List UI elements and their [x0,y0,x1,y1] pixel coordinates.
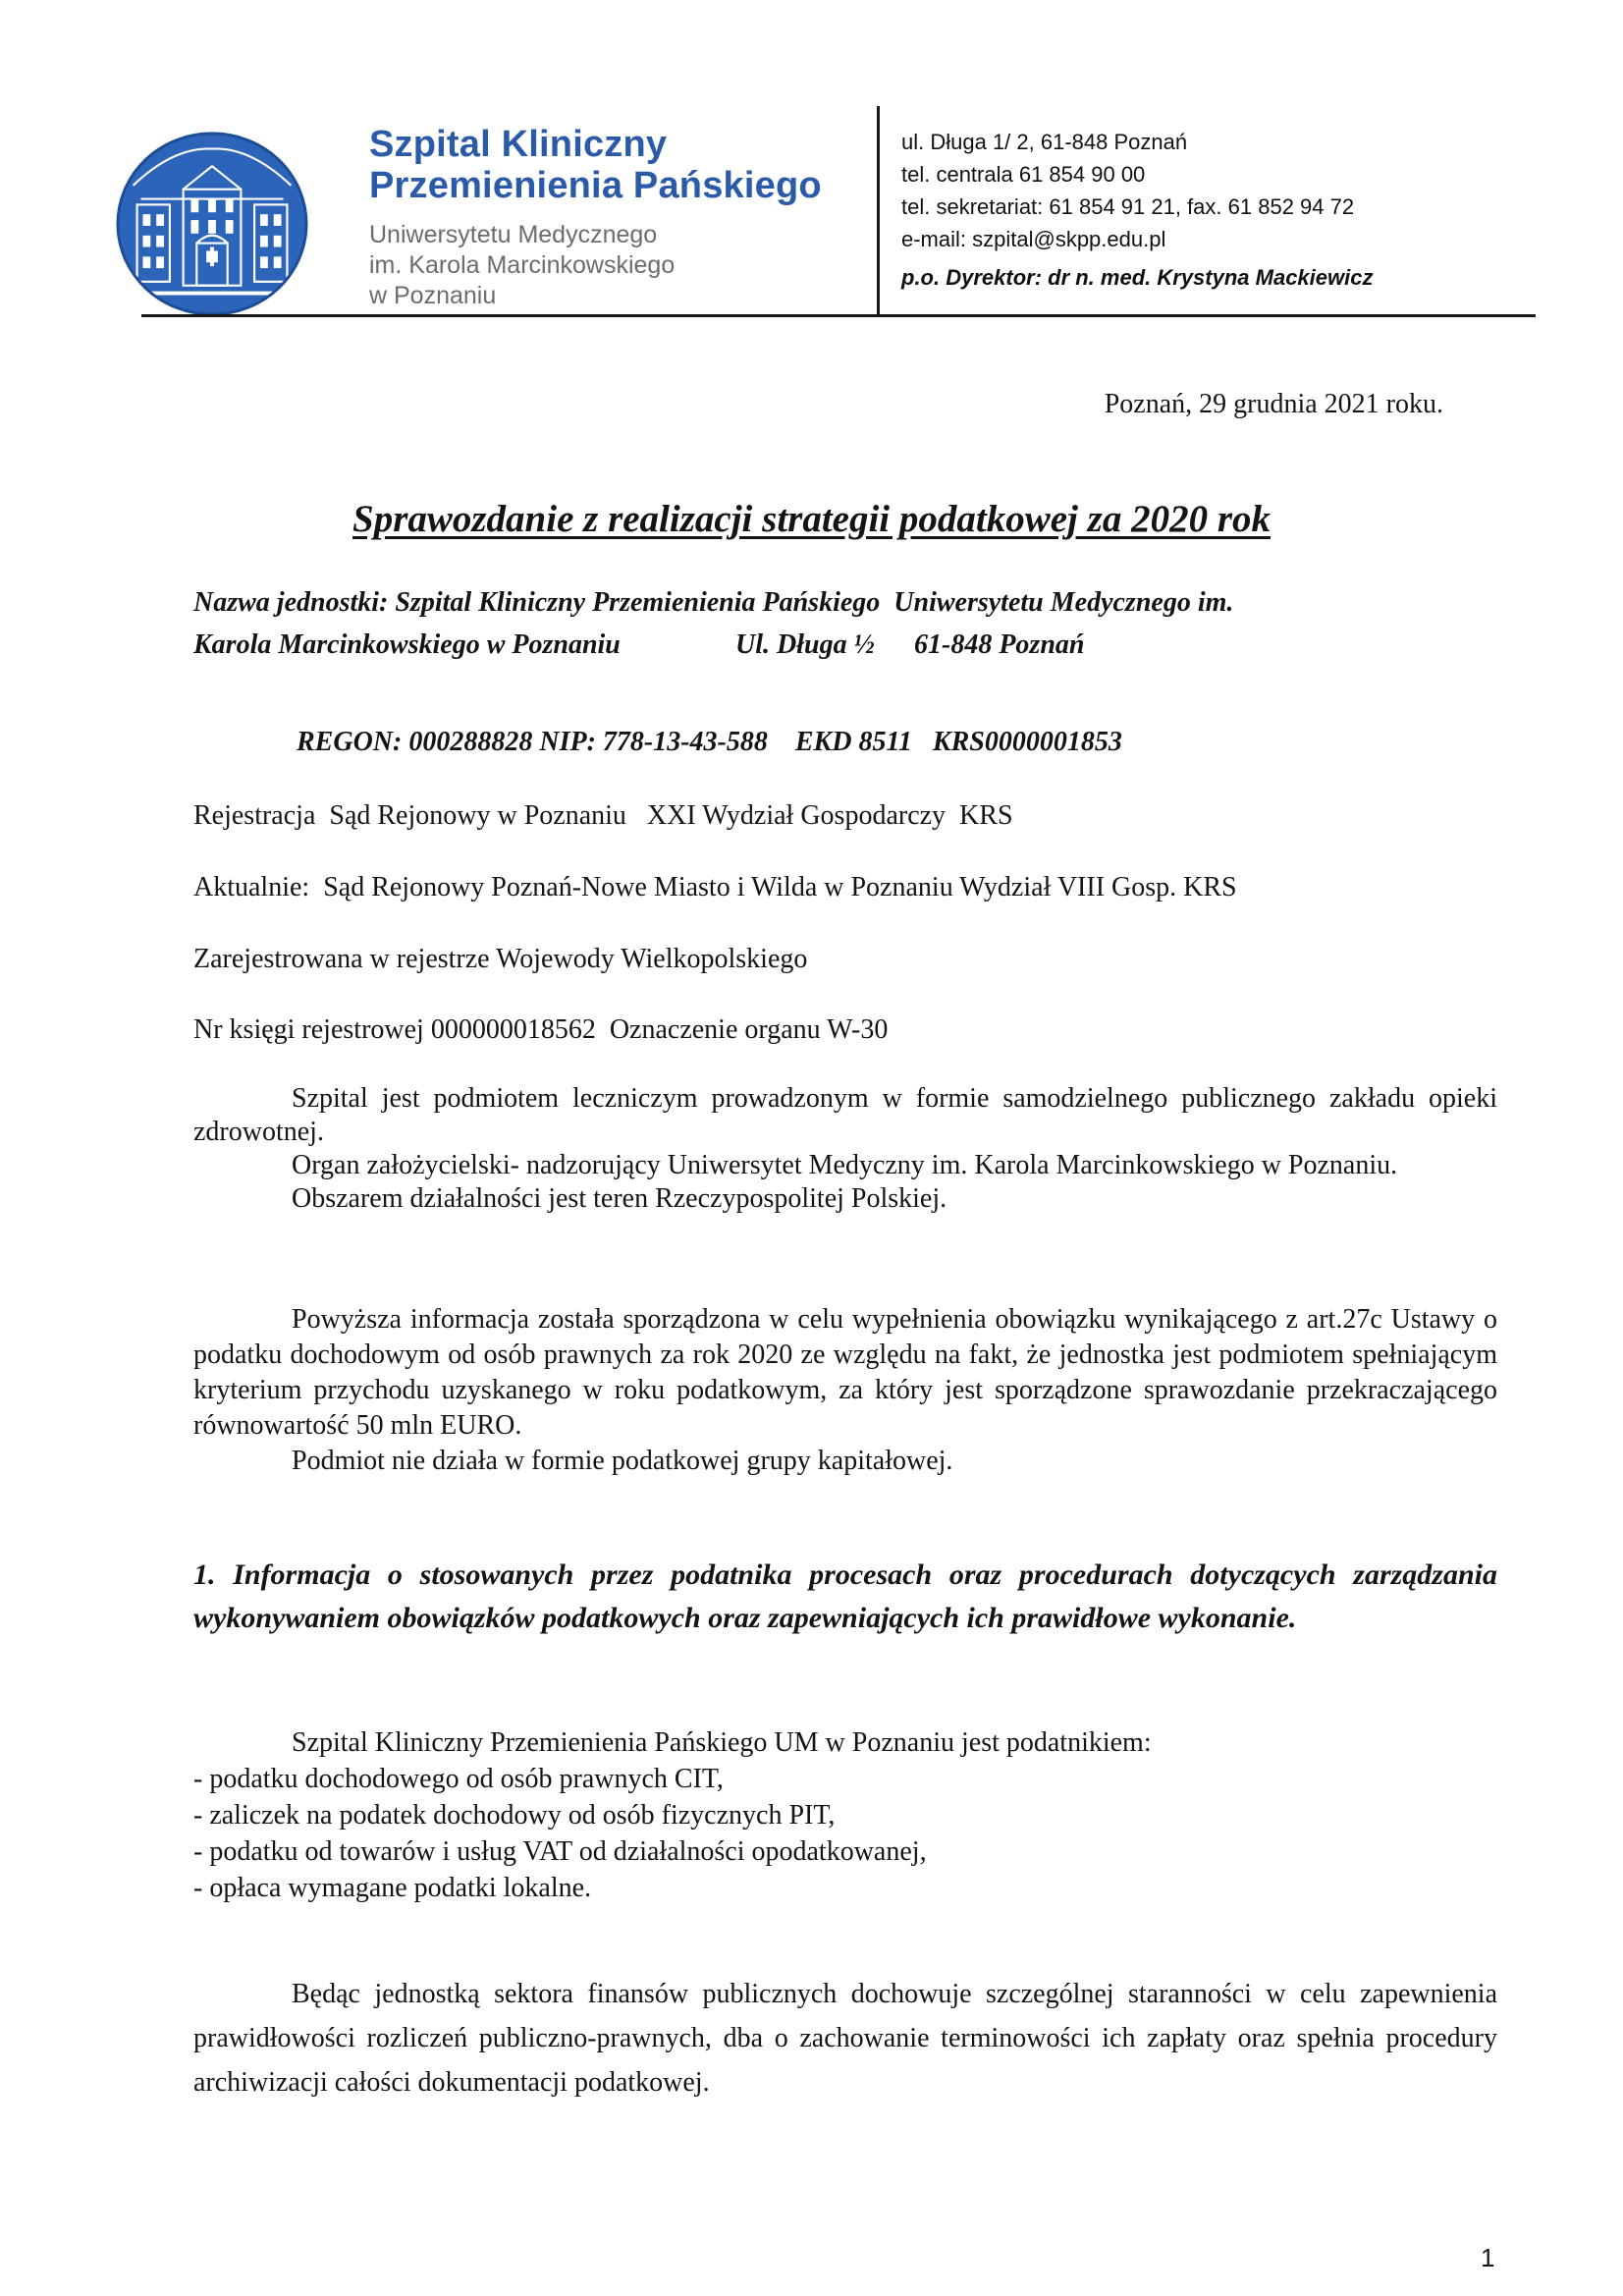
regon-value: REGON: 000288828 [297,727,533,757]
unit-postal: 61-848 Poznań [914,629,1085,660]
contact-address: ul. Długa 1/ 2, 61-848 Poznań [901,130,1188,154]
taxpayer-lead: Szpital Kliniczny Przemienienia Pańskiego UM w Poznaniu jest podatnikiem: [292,1727,1152,1758]
hospital-logo-icon [116,128,308,320]
unit-name-line2 [193,624,1233,666]
ekd-value: EKD 8511 [794,727,912,757]
identifiers-line [297,727,1122,758]
unit-street: Ul. Długa ½ [735,629,875,660]
org-name-line2: Przemienienia Pańskiego [369,165,822,206]
registration-line: Rejestracja Sąd Rejonowy w Poznaniu XXI Wydział Gospodarczy KRS [193,800,1013,831]
voivode-registry-line: Zarejestrowana w rejestrze Wojewody Wielkopolskiego [193,944,808,974]
current-registration-line: Aktualnie: Sąd Rejonowy Poznań-Nowe Miasto i Wilda w Poznaniu Wydział VIII Gosp. KRS [193,872,1237,902]
info-paragraph: Podmiot nie działa w formie podatkowej grupy kapitałowej. [292,1446,953,1476]
list-item: - podatku od towarów i usług VAT od działalności opodatkowanej, [193,1836,927,1867]
document-date: Poznań, 29 grudnia 2021 roku. [1104,389,1443,419]
register-number-line: Nr księgi rejestrowej 000000018562 Oznaczenie organu W-30 [193,1014,889,1045]
intro-paragraph: Szpital jest podmiotem leczniczym prowadzonym w formie samodzielnego publicznego zakładu opieki zdrowotnej. [193,1083,1497,1147]
document-title: Sprawozdanie z realizacji strategii podatkowej za 2020 rok [352,498,1271,540]
intro-paragraphs [193,1082,1497,1216]
page-number: 1 [1481,2243,1495,2272]
closing-paragraph: Będąc jednostką sektora finansów publicznych dochowuje szczególnej staranności w celu zapewnienia prawidłowości rozliczeń publiczno-prawnych, dba o zachowanie terminowości ich zapłaty oraz spełnia procedury archiwizacji całości dokumentacji podatkowej. [193,1979,1497,2098]
unit-name-block [193,581,1233,666]
intro-paragraph: Obszarem działalności jest teren Rzeczypospolitej Polskiej. [292,1183,947,1214]
section-1-heading: 1. Informacja o stosowanych przez podatnika procesach oraz procedurach dotyczących zarządzania wykonywaniem obowiązków podatkowych oraz zapewniających ich prawidłowe wykonanie. [193,1558,1497,1634]
unit-name-line1: Nazwa jednostki: Szpital Kliniczny Przemienienia Pańskiego Uniwersytetu Medycznego im. [193,587,1234,618]
contact-phone: tel. centrala 61 854 90 00 [901,162,1146,187]
krs-value: KRS0000001853 [932,727,1122,757]
info-paragraph: Powyższa informacja została sporządzona w celu wypełnienia obowiązku wynikającego z art.27c Ustawy o podatku dochodowym od osób prawnych za rok 2020 ze względu na fakt, że jednostka jest podmiotem spełniającym kryterium przychodu uzyskanego w roku podatkowym, za który jest sporządzone sprawozdanie przekraczającego równowartość 50 mln EURO. [193,1304,1497,1441]
closing-paragraph-block [193,1972,1497,2105]
header-vertical-divider [877,106,880,316]
contact-secretariat: tel. sekretariat: 61 854 91 21, fax. 61 852 94 72 [901,194,1355,219]
org-sub-line1: Uniwersytetu Medycznego [369,221,658,248]
director-line: p.o. Dyrektor: dr n. med. Krystyna Mackiewicz [901,265,1374,290]
contact-email: e-mail: szpital@skpp.edu.pl [901,227,1166,251]
header-horizontal-divider [141,314,1536,317]
intro-paragraph: Organ założycielski- nadzorujący Uniwersytet Medyczny im. Karola Marcinkowskiego w Poznaniu. [292,1150,1398,1180]
list-item: - zaliczek na podatek dochodowy od osób fizycznych PIT, [193,1800,836,1831]
list-item: - opłaca wymagane podatki lokalne. [193,1873,592,1903]
org-sub-line3: w Poznaniu [369,282,497,309]
contact-block [901,126,1373,294]
info-paragraphs [193,1302,1497,1479]
unit-name-city: Karola Marcinkowskiego w Poznaniu [193,629,621,660]
list-item: - podatku dochodowego od osób prawnych CIT, [193,1764,724,1794]
org-name-line1: Szpital Kliniczny [369,124,668,165]
taxpayer-list [193,1724,1152,1906]
nip-value: NIP: 778-13-43-588 [539,727,768,757]
org-sub-line2: im. Karola Marcinkowskiego [369,251,676,279]
organization-name [369,124,822,311]
